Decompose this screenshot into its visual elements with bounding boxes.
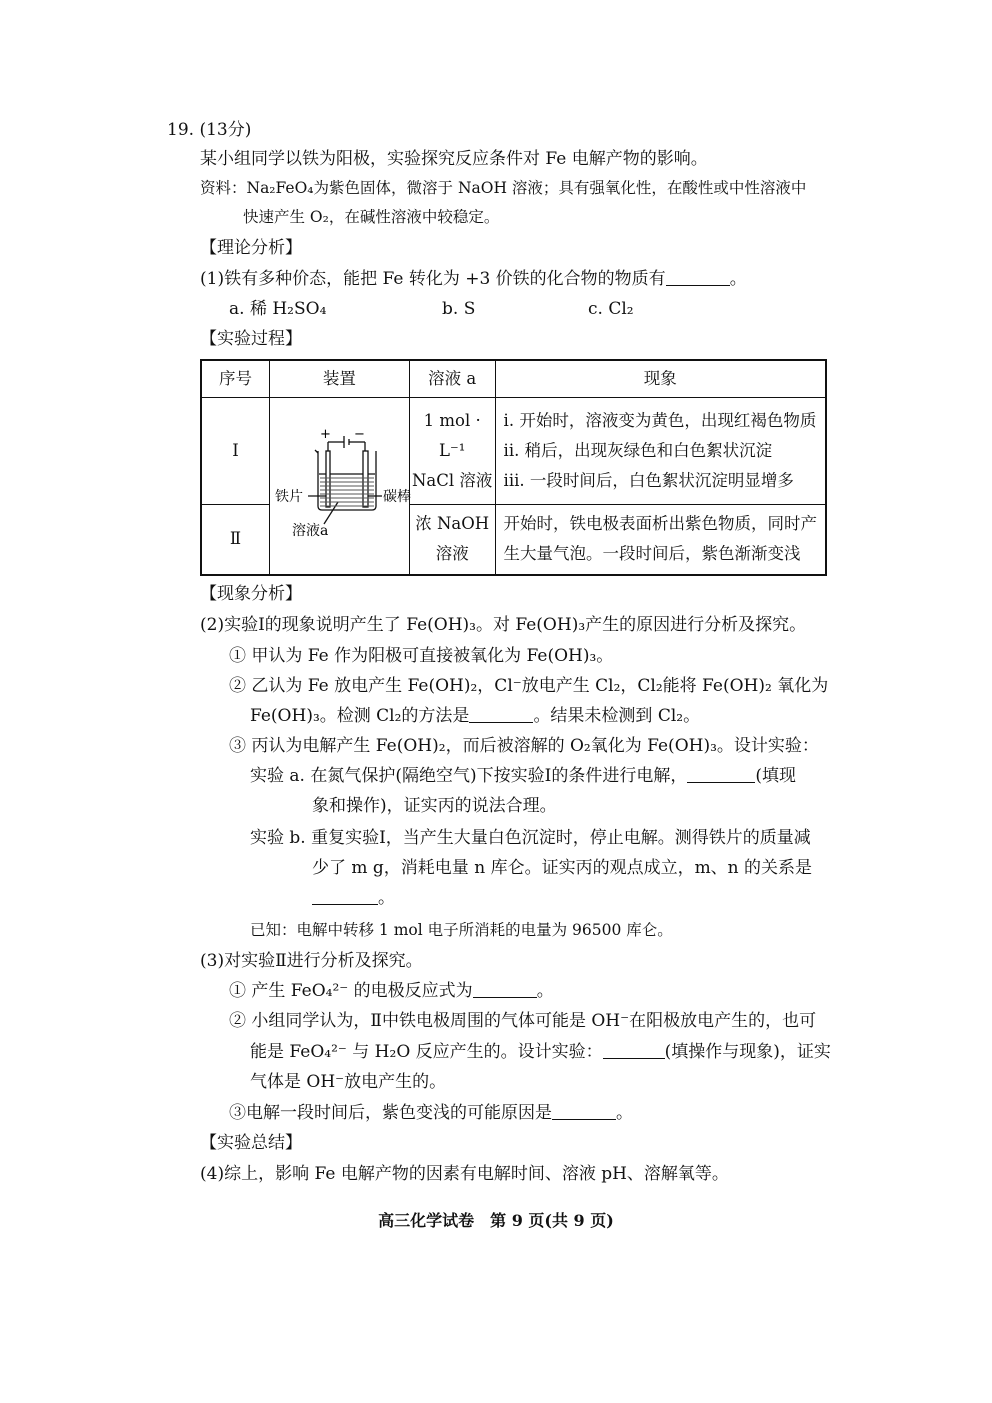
question-header (167, 118, 251, 142)
q1-text: (1)铁有多种价态，能把 Fe 转化为 +3 价铁的化合物的物质有 (200, 269, 666, 289)
row1-solution-line1: 1 mol · L⁻¹ (423, 411, 481, 460)
experiment-table (200, 359, 827, 576)
question-number: 19. (167, 120, 195, 140)
header-apparatus: 装置 (270, 360, 410, 398)
row2-solution-line2: 溶液 (435, 544, 469, 564)
q3-stem: (3)对实验Ⅱ进行分析及探究。 (200, 951, 423, 971)
q2-point-2-text: Fe(OH)₃。检测 Cl₂的方法是 (250, 706, 470, 726)
answer-blank-electrode-equation[interactable] (473, 981, 537, 998)
label-solution-a: 溶液a (292, 523, 329, 539)
q2-exp-b-line1: 实验 b. 重复实验Ⅰ，当产生大量白色沉淀时，停止电解。测得铁片的质量减 (250, 828, 811, 848)
minus-sign: − (354, 427, 365, 442)
q2-exp-b-line2: 少了 m g，消耗电量 n 库仑。证实丙的观点成立，m、n 的关系是 (312, 858, 813, 878)
header-phenomenon: 现象 (495, 360, 826, 398)
q3-point-1-text-end: 。 (536, 981, 554, 1001)
section-analysis: 【现象分析】 (200, 584, 302, 604)
plus-sign: + (320, 427, 331, 442)
q3-point-2-line1: ② 小组同学认为，Ⅱ中铁电极周围的气体可能是 OH⁻在阳极放电产生的，也可 (229, 1011, 817, 1031)
table-row-1 (201, 398, 826, 505)
label-iron-plate: 铁片 (275, 489, 304, 505)
question-score: (13分) (199, 120, 252, 140)
row2-phenomenon-2: 生大量气泡。一段时间后，紫色渐渐变浅 (503, 544, 801, 564)
section-theory: 【理论分析】 (200, 238, 302, 258)
option-c: c. Cl₂ (588, 299, 634, 319)
q3-point-3-text: ③电解一段时间后，紫色变浅的可能原因是 (229, 1103, 552, 1123)
row1-solution (409, 398, 495, 505)
label-carbon-rod: 碳棒 (383, 489, 412, 505)
section-summary: 【实验总结】 (200, 1133, 302, 1153)
table-header-row (201, 360, 826, 398)
q2-exp-a-text: 实验 a. 在氮气保护(隔绝空气)下按实验Ⅰ的条件进行电解， (250, 766, 688, 786)
row2-phenomena (495, 505, 826, 575)
q2-exp-b-text-end: 。 (378, 888, 395, 908)
row1-phenomenon-1: i. 开始时，溶液变为黄色，出现红褐色物质 (503, 411, 817, 430)
q2-exp-b-line3 (312, 886, 395, 910)
q2-point-2-text-end: 。结果未检测到 Cl₂。 (533, 706, 701, 726)
row2-solution-line1: 浓 NaOH (415, 514, 490, 534)
q3-point-2-text-end: (填操作与现象)，证实 (664, 1042, 831, 1062)
q2-point-3: ③ 丙认为电解产生 Fe(OH)₂，而后被溶解的 O₂氧化为 Fe(OH)₃。设计实验： (229, 736, 819, 756)
row2-phenomenon-1: 开始时，铁电极表面析出紫色物质，同时产 (503, 514, 818, 534)
q2-exp-a-text-end: (填现 (755, 766, 796, 786)
q3-point-2-line3: 气体是 OH⁻放电产生的。 (250, 1072, 447, 1092)
info-line-1: 资料：Na₂FeO₄为紫色固体，微溶于 NaOH 溶液；具有强氧化性，在酸性或中性溶液中 (200, 179, 807, 197)
row2-id: Ⅱ (201, 505, 270, 575)
row1-id: Ⅰ (201, 398, 270, 505)
q2-point-2-line1: ② 乙认为 Fe 放电产生 Fe(OH)₂，Cl⁻放电产生 Cl₂，Cl₂能将 Fe(OH)₂ 氧化为 (229, 676, 829, 696)
q3-point-2-line2 (250, 1040, 831, 1064)
row1-phenomena (495, 398, 826, 505)
answer-blank-fading-reason[interactable] (552, 1103, 616, 1120)
q3-point-1-text: ① 产生 FeO₄²⁻ 的电极反应式为 (229, 981, 473, 1001)
row2-solution (409, 505, 495, 575)
q3-point-3-text-end: 。 (616, 1103, 633, 1123)
q3-point-2-text: 能是 FeO₄²⁻ 与 H₂O 反应产生的。设计实验： (250, 1042, 603, 1062)
header-solution: 溶液 a (409, 360, 495, 398)
row1-phenomenon-2: ii. 稍后，出现灰绿色和白色絮状沉淀 (503, 441, 773, 460)
answer-blank-cl2-test[interactable] (469, 706, 533, 723)
electrolysis-apparatus-diagram (270, 398, 411, 575)
header-index: 序号 (201, 360, 270, 398)
q3-point-1 (229, 979, 554, 1003)
page-footer: 高三化学试卷 第 9 页(共 9 页) (378, 1211, 614, 1230)
q2-stem: (2)实验Ⅰ的现象说明产生了 Fe(OH)₃。对 Fe(OH)₃产生的原因进行分析及探究。 (200, 615, 807, 635)
answer-blank-gas-experiment[interactable] (603, 1042, 665, 1059)
q3-point-3 (229, 1101, 633, 1125)
q2-exp-a-line1 (250, 764, 796, 788)
row1-phenomenon-3: iii. 一段时间后，白色絮状沉淀明显增多 (503, 471, 794, 490)
q1-stem (200, 267, 747, 291)
option-a: a. 稀 H₂SO₄ (229, 299, 327, 319)
q1-text-end: 。 (729, 269, 747, 289)
q2-exp-a-line2: 象和操作)，证实丙的说法合理。 (312, 796, 557, 816)
apparatus-cell (270, 398, 410, 575)
answer-blank-exp-a[interactable] (687, 766, 755, 783)
section-process: 【实验过程】 (200, 329, 302, 349)
q2-point-1: ① 甲认为 Fe 作为阳极可直接被氧化为 Fe(OH)₃。 (229, 646, 614, 666)
question-intro: 某小组同学以铁为阳极，实验探究反应条件对 Fe 电解产物的影响。 (200, 149, 708, 169)
option-b: b. S (442, 299, 476, 319)
answer-blank-m-n-relation[interactable] (312, 888, 378, 905)
info-line-2: 快速产生 O₂，在碱性溶液中较稳定。 (243, 208, 500, 226)
q4-text: (4)综上，影响 Fe 电解产物的因素有电解时间、溶液 pH、溶解氧等。 (200, 1164, 729, 1184)
q2-point-2-line2 (250, 704, 700, 728)
q2-known-note: 已知：电解中转移 1 mol 电子所消耗的电量为 96500 库仑。 (250, 921, 673, 939)
row1-solution-line2: NaCl 溶液 (411, 471, 493, 490)
answer-blank-q1[interactable] (666, 269, 730, 286)
